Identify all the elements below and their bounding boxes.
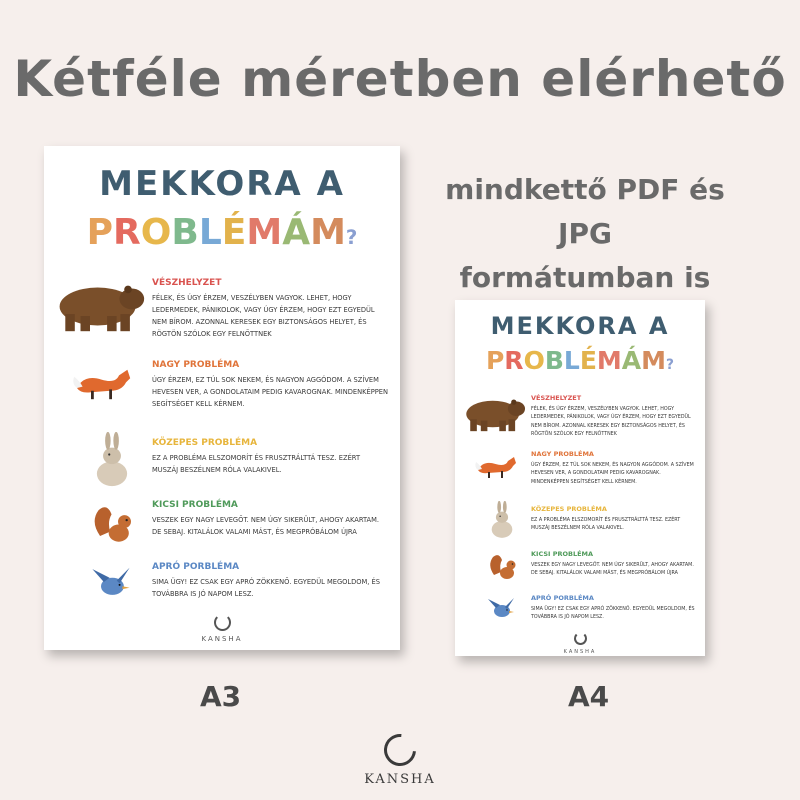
title-letter: ? bbox=[345, 226, 358, 249]
title-letter: R bbox=[504, 346, 524, 375]
bird-icon bbox=[88, 562, 134, 606]
title-letter: Á bbox=[282, 212, 311, 253]
title-letter: M bbox=[641, 346, 667, 375]
title-letter: L bbox=[198, 212, 222, 253]
footer-brand: KANSHA bbox=[364, 772, 436, 787]
kansha-logo-icon bbox=[574, 632, 587, 645]
poster-logo bbox=[455, 630, 705, 655]
section-text: VESZEK EGY NAGY LEVEGŐT. NEM ÚGY SIKERÜLT, AHOGY AKARTAM. DE SEBAJ. KITALÁLOK VALAMI MÁST, ÉS MEGPRÓBÁLOM ÚJRA bbox=[531, 562, 694, 576]
section-heading: KICSI PROBLÉMA bbox=[152, 500, 238, 510]
format-note-line1: mindkettő PDF és JPG bbox=[445, 173, 725, 250]
title-letter: M bbox=[246, 212, 283, 253]
title-letter: M bbox=[596, 346, 622, 375]
title-letter: ? bbox=[666, 357, 675, 373]
kansha-logo-icon bbox=[377, 727, 422, 772]
title-letter: É bbox=[579, 346, 597, 375]
headline: Kétféle méretben elérhető bbox=[13, 50, 787, 108]
size-label-a4: A4 bbox=[568, 680, 610, 713]
squirrel-icon bbox=[90, 500, 136, 550]
rabbit-icon bbox=[487, 501, 517, 543]
title-letter: P bbox=[485, 346, 505, 375]
bear-icon bbox=[461, 394, 527, 438]
section-heading: NAGY PROBLÉMA bbox=[152, 360, 240, 370]
title-letter: B bbox=[544, 346, 564, 375]
title-letter: L bbox=[563, 346, 580, 375]
bird-icon bbox=[485, 594, 517, 626]
poster-a3 bbox=[44, 146, 400, 650]
title-letter: R bbox=[113, 212, 141, 253]
section-heading: KÖZEPES PROBLÉMA bbox=[531, 505, 607, 513]
section-text: FÉLEK, ÉS ÚGY ÉRZEM, VESZÉLYBEN VAGYOK. LEHET, HOGY LEDERMEDEK, PÁNIKOLOK, VAGY ÚGY ÉRZEM, HOGY EZT EGYEDÜL NEM BÍROM. AZONNAL KERESEK EGY BIZTONSÁGOS HELYET, ÉS RÖGTÖN SZÓLOK EGY FELNŐTTNEK bbox=[152, 294, 375, 338]
section-heading: NAGY PROBLÉMA bbox=[531, 450, 594, 458]
section-text: SIMA ÜGY! EZ CSAK EGY APRÓ ZÖKKENŐ. EGYEDÜL MEGOLDOM, ÉS TOVÁBBRA IS JÓ NAPOM LESZ. bbox=[531, 606, 695, 620]
section-text: ÚGY ÉRZEM, EZ TÚL SOK NEKEM, ÉS NAGYON AGGÓDOM. A SZÍVEM HEVESEN VER, A GONDOLATAIM PEDIG KAVAROGNAK. MINDENKÉPPEN SEGÍTSÉGET KELL KÉRNEM. bbox=[152, 376, 389, 408]
rabbit-icon bbox=[90, 432, 134, 492]
title-letter: P bbox=[86, 212, 114, 253]
section-heading: KICSI PROBLÉMA bbox=[531, 550, 594, 558]
format-note bbox=[425, 168, 745, 300]
title-letter: Á bbox=[621, 346, 642, 375]
title-letter: O bbox=[523, 346, 545, 375]
poster-logo bbox=[44, 614, 400, 643]
footer-logo bbox=[360, 734, 440, 787]
fox-icon bbox=[70, 360, 140, 406]
section-heading: APRÓ PORBLÉMA bbox=[531, 594, 594, 602]
fox-icon bbox=[473, 450, 523, 484]
kansha-logo-icon bbox=[214, 614, 231, 631]
title-letter: M bbox=[310, 212, 346, 253]
poster-title-line2 bbox=[455, 346, 705, 375]
section-text: SIMA ÜGY! EZ CSAK EGY APRÓ ZÖKKENŐ. EGYEDÜL MEGOLDOM, ÉS TOVÁBBRA IS JÓ NAPOM LESZ. bbox=[152, 578, 381, 598]
squirrel-icon bbox=[487, 550, 519, 586]
bear-icon bbox=[52, 278, 147, 339]
title-letter: O bbox=[140, 212, 172, 253]
format-note-line2: formátumban is bbox=[459, 261, 711, 294]
section-text: VESZEK EGY NAGY LEVEGŐT. NEM ÚGY SIKERÜLT, AHOGY AKARTAM. DE SEBAJ. KITALÁLOK VALAMI MÁST, ÉS MEGPRÓBÁLOM ÚJRA bbox=[152, 516, 380, 536]
poster-title-line2 bbox=[44, 212, 400, 253]
section-text: EZ A PROBLÉMA ELSZOMORÍT ÉS FRUSZTRÁLTTÁ TESZ. EZÉRT MUSZÁJ BESZÉLNEM RÓLA VALAKIVEL. bbox=[531, 517, 681, 531]
section-heading: VÉSZHELYZET bbox=[152, 278, 222, 288]
section-text: FÉLEK, ÉS ÚGY ÉRZEM, VESZÉLYBEN VAGYOK. LEHET, HOGY LEDERMEDEK, PÁNIKOLOK, VAGY ÚGY ÉRZEM, HOGY EZT EGYEDÜL NEM BÍROM. AZONNAL KERESEK EGY BIZTONSÁGOS HELYET, ÉS RÖGTÖN SZÓLOK EGY FELNŐTTNEK bbox=[531, 406, 691, 437]
poster-a4 bbox=[455, 300, 705, 656]
poster-brand: KANSHA bbox=[563, 649, 597, 655]
section-heading: VÉSZHELYZET bbox=[531, 394, 582, 402]
section-heading: APRÓ PORBLÉMA bbox=[152, 562, 240, 572]
title-letter: B bbox=[171, 212, 199, 253]
poster-title-line1: MEKKORA A bbox=[490, 312, 670, 340]
poster-brand: KANSHA bbox=[201, 635, 243, 643]
section-heading: KÖZEPES PROBLÉMA bbox=[152, 438, 258, 448]
section-text: ÚGY ÉRZEM, EZ TÚL SOK NEKEM, ÉS NAGYON AGGÓDOM. A SZÍVEM HEVESEN VER, A GONDOLATAIM PEDIG KAVAROGNAK. MINDENKÉPPEN SEGÍTSÉGET KELL KÉRNEM. bbox=[531, 462, 694, 485]
title-letter: É bbox=[221, 212, 247, 253]
size-label-a3: A3 bbox=[200, 680, 242, 713]
section-text: EZ A PROBLÉMA ELSZOMORÍT ÉS FRUSZTRÁLTTÁ TESZ. EZÉRT MUSZÁJ BESZÉLNEM RÓLA VALAKIVEL. bbox=[152, 454, 361, 474]
poster-title-line1: MEKKORA A bbox=[99, 164, 345, 204]
